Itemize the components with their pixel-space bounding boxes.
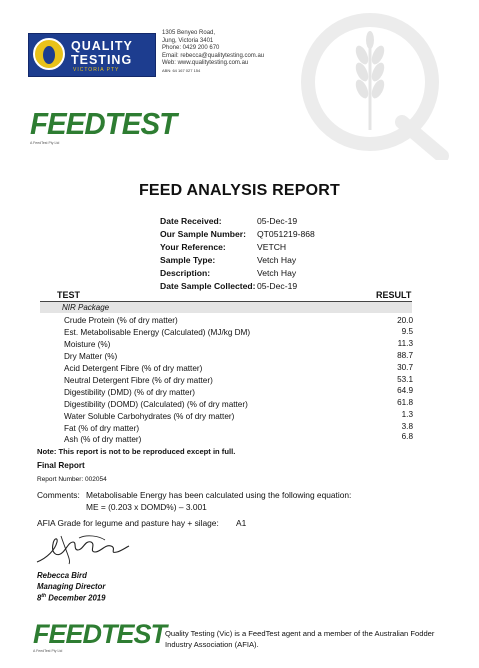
- address-line-1: 1305 Benyeo Road,: [162, 30, 216, 36]
- column-header-result: RESULT: [376, 290, 412, 300]
- logo-word-victoria: VICTORIA PTY: [73, 67, 120, 73]
- feedtest-logo-top: FEEDTEST: [30, 106, 177, 141]
- table-row-value: 3.8: [401, 422, 413, 431]
- table-row-value: 61.8: [397, 398, 413, 407]
- info-value-reference: VETCH: [257, 242, 287, 252]
- table-row-value: 11.3: [397, 339, 413, 348]
- final-report-label: Final Report: [37, 461, 85, 470]
- table-row-label: Digestibility (DMD) (% of dry matter): [64, 388, 196, 397]
- info-value-date-collected: 05-Dec-19: [257, 281, 298, 291]
- info-value-description: Vetch Hay: [257, 268, 297, 278]
- table-row-value: 64.9: [397, 386, 413, 395]
- signatory-title: Managing Director: [37, 582, 106, 591]
- table-row-label: Dry Matter (%): [64, 352, 118, 361]
- footer-statement: Quality Testing (Vic) is a FeedTest agent and a member of the Australian Fodder Industry Association (AFIA).: [165, 629, 435, 649]
- signature-image: [33, 528, 133, 568]
- table-row-value: 53.1: [397, 375, 413, 384]
- table-row-label: Est. Metabolisable Energy (Calculated) (MJ/kg DM): [64, 328, 251, 337]
- comments-label: Comments:: [37, 490, 80, 500]
- info-value-date-received: 05-Dec-19: [257, 216, 298, 226]
- info-label-date-collected: Date Sample Collected:: [160, 281, 256, 291]
- info-value-sample-number: QT051219-868: [257, 229, 315, 239]
- me-formula: ME = (0.203 x DOMD%) – 3.001: [86, 502, 207, 512]
- logo-word-testing: TESTING: [71, 53, 133, 67]
- table-row-value: 20.0: [397, 316, 413, 325]
- logo-word-quality: QUALITY: [71, 39, 133, 53]
- package-name: NIR Package: [62, 303, 110, 312]
- abn: ABN: 64 167 027 154: [162, 67, 201, 73]
- info-label-description: Description:: [160, 268, 211, 278]
- table-row-value: 6.8: [401, 432, 413, 441]
- table-row-label: Acid Detergent Fibre (% of dry matter): [64, 364, 203, 373]
- table-row-label: Ash (% of dry matter): [64, 435, 142, 444]
- feedtest-logo-bottom-sub: A FeedTest Pty Ltd: [33, 649, 63, 653]
- info-label-reference: Your Reference:: [160, 242, 226, 252]
- reproduction-note: Note: This report is not to be reproduced except in full.: [37, 447, 236, 456]
- table-row-label: Digestibility (DOMD) (Calculated) (% of dry matter): [64, 400, 248, 409]
- feedtest-logo-bottom: FEEDTEST: [33, 619, 167, 649]
- column-header-test: TEST: [57, 290, 81, 300]
- table-row-label: Water Soluble Carbohydrates (% of dry matter): [64, 412, 235, 421]
- afia-grade-value: A1: [236, 518, 247, 528]
- q-wheat-watermark-icon: [292, 10, 452, 160]
- table-row-label: Fat (% of dry matter): [64, 424, 140, 433]
- table-row-value: 1.3: [401, 410, 413, 419]
- info-label-sample-type: Sample Type:: [160, 255, 216, 265]
- signatory-name: Rebecca Bird: [37, 571, 87, 580]
- table-row-label: Neutral Detergent Fibre (% of dry matter): [64, 376, 213, 385]
- signature-date: 8th December 2019: [37, 593, 106, 603]
- phone: Phone: 0429 200 670: [162, 45, 220, 52]
- info-label-sample-number: Our Sample Number:: [160, 229, 246, 239]
- table-row-value: 88.7: [397, 351, 413, 360]
- table-row-label: Crude Protein (% of dry matter): [64, 316, 178, 325]
- report-number: Report Number: 002054: [37, 476, 107, 483]
- table-row-value: 30.7: [397, 363, 413, 372]
- report-title: FEED ANALYSIS REPORT: [138, 182, 341, 199]
- info-label-date-received: Date Received:: [160, 216, 222, 226]
- comments-text: Metabolisable Energy has been calculated using the following equation:: [86, 490, 352, 500]
- contact-details: [162, 30, 264, 74]
- table-row-label: Moisture (%): [64, 340, 111, 349]
- table-row-value: 9.5: [401, 327, 413, 336]
- info-value-sample-type: Vetch Hay: [257, 255, 297, 265]
- qt-emblem-icon: [33, 38, 65, 70]
- quality-testing-logo: [28, 33, 156, 77]
- afia-grade-label: AFIA Grade for legume and pasture hay + silage:: [37, 518, 219, 528]
- feedtest-logo-top-sub: A FeedTest Pty Ltd: [30, 141, 60, 145]
- website: Web: www.qualitytesting.com.au: [162, 60, 249, 67]
- email: Email: rebecca@qualitytesting.com.au: [162, 52, 265, 59]
- address-line-2: Jung, Victoria 3401: [162, 37, 214, 44]
